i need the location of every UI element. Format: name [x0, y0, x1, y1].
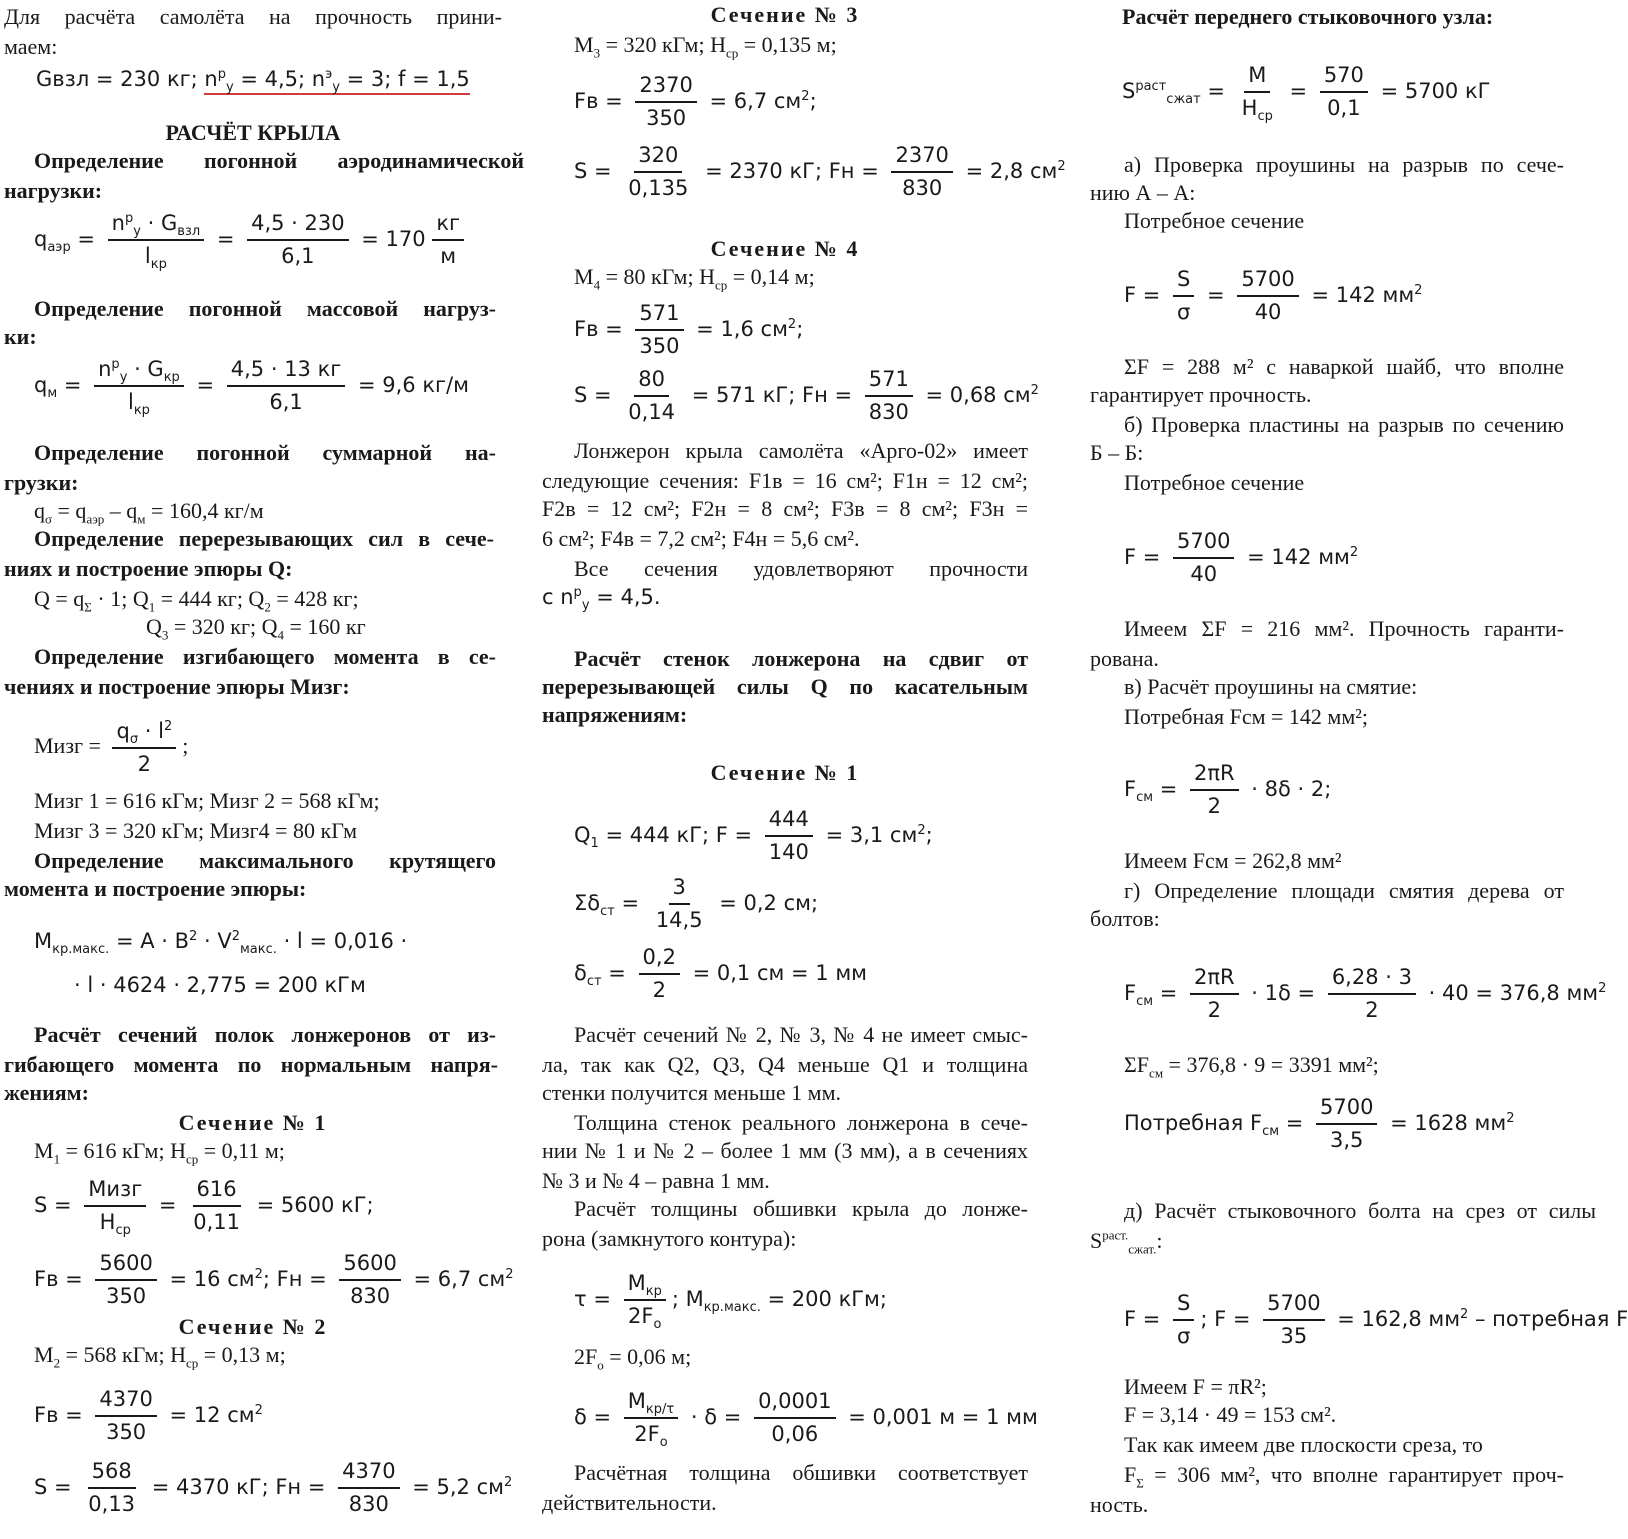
required-section-label-2: Потребное сечение	[1124, 470, 1305, 495]
shear-section-1-thickness: $\delta_{ст}$ = $\frac{0,2}{2}$ = 0,1 см = 1 мм	[574, 945, 868, 1002]
wood-bearing-text-2: болтов:	[1090, 906, 1160, 931]
sections-paragraph: Расчёт сечений № 2, № 3, № 4 не имеет смыс-	[574, 1022, 1028, 1047]
required-section-label: Потребное сечение	[1124, 208, 1305, 233]
sections-paragraph-3: стенки получится меньше 1 мм.	[542, 1080, 841, 1105]
wood-bearing-text: г) Определение площади смятия дерева от	[1124, 878, 1564, 903]
plate-result-text-2: рована.	[1090, 646, 1159, 671]
web-thickness-paragraph: Толщина стенок реального лонжерона в сече-	[574, 1110, 1028, 1135]
spar-paragraph-4: 6 см²; F4в = 7,2 см²; F4н = 5,6 см².	[542, 526, 860, 551]
skin-paragraph: Расчёт толщины обшивки крыла до лонже-	[574, 1196, 1028, 1221]
intro-text: Для расчёта самолёта на прочность прини-	[4, 4, 502, 29]
flange-heading-cont: гибающего момента по нормальным напря-	[4, 1052, 498, 1077]
conclusion-paragraph-2: действительности.	[542, 1490, 717, 1515]
sections-paragraph-2: ла, так как Q2, Q3, Q4 меньше Q1 и толщина	[542, 1052, 1028, 1077]
lug-result-text: ΣF = 288 м² с наваркой шайб, что вполне	[1124, 354, 1564, 379]
wing-heading: РАСЧЁТ КРЫЛА	[165, 120, 341, 145]
section-1-title: Сечение № 1	[178, 1110, 328, 1135]
section-4-force: S = $\frac{80}{0,14}$ = 571 кГ; Fн = $\frac{571}{830}$ = 0,68 $см^2$	[574, 367, 1039, 424]
web-thickness-paragraph-3: № 3 и № 4 – равна 1 мм.	[542, 1168, 770, 1193]
bearing-check-text: в) Расчёт проушины на смятие:	[1124, 674, 1418, 699]
spar-paragraph: Лонжерон крыла самолёта «Арго-02» имеет	[574, 438, 1028, 463]
section-3-area-top: Fв = $\frac{2370}{350}$ = 6,7 $см^2$;	[574, 73, 817, 130]
sum-load-heading: Определение погонной суммарной на-	[34, 440, 496, 465]
bending-values-1: Мизг 1 = 616 кГм; Мизг 2 = 568 кГм;	[34, 788, 380, 813]
section-1-force: S = Мизг $H_{ср}$ = $\frac{616}{0,11}$ = 5600 кГ;	[34, 1177, 374, 1239]
section-3-force: S = $\frac{320}{0,135}$ = 2370 кГ; Fн = $\frac{2370}{830}$ = 2,8 $см^2$	[574, 143, 1066, 200]
area-value: $2F_o = 0,06$ м;	[574, 1344, 692, 1373]
section-4-area-top: Fв = $\frac{571}{350}$ = 1,6 $см^2$;	[574, 301, 804, 358]
mass-load-heading: Определение погонной массовой нагруз-	[34, 296, 496, 321]
strength-paragraph-2: с $n^p_y = 4,5$.	[542, 585, 661, 614]
two-planes-text-2: $F_\Sigma = 306$ мм², что вполне гарантирует проч-	[1124, 1462, 1564, 1491]
web-shear-heading-3: напряжениям:	[542, 702, 688, 727]
aero-load-heading: Определение погонной аэродинамической	[34, 148, 524, 173]
plate-check-text: б) Проверка пластины на разрыв по сечению	[1124, 412, 1564, 437]
bolt-shear-text-2: $S^{раст.}_{сжат.}$:	[1090, 1227, 1163, 1257]
wood-bearing-formula: $F_{см}$ = $\frac{2\pi R}{2}$ · 1δ = $\frac{6,28 \cdot 3}{2}$ · 40 = 376,8 $мм^2$	[1124, 965, 1607, 1022]
joint-force-formula: $S^{раст}_{сжат}$ = M $H_{ср}$ = $\frac{570}{0,1}$ = 5700 кГ	[1122, 63, 1491, 125]
shear-values-2: $Q_3 = 320$ кг; $Q_4 = 160$ кг	[146, 614, 366, 643]
shear-section-1-sum: $\Sigma\delta_{ст}$ = $\frac{3}{14,5}$ = 0,2 см;	[574, 875, 819, 932]
section-1-moment: $M_1 = 616$ кГм; $H_{ср} = 0,11$ м;	[34, 1138, 285, 1167]
section-4-moment: $M_4 = 80$ кГм; $H_{ср} = 0,14$ м;	[574, 264, 815, 293]
section-4-title: Сечение № 4	[710, 236, 860, 261]
web-thickness-paragraph-2: нии № 1 и № 2 – более 1 мм (3 мм), а в сечениях	[542, 1138, 1028, 1163]
mass-load-formula: $q_м$ = $n^p_y \cdot G_{кр}$ $l_{кр}$ = 4,5 · 13 кг 6,1 = 9,6 кг/м	[34, 357, 469, 419]
shear-section-1-title: Сечение № 1	[710, 760, 860, 785]
section-3-title: Сечение № 3	[710, 2, 860, 27]
conclusion-paragraph: Расчётная толщина обшивки соответствует	[574, 1460, 1028, 1485]
web-shear-heading-2: перерезывающей силы Q по касательным	[542, 674, 1028, 699]
torque-heading-cont: момента и построение эпюры:	[4, 876, 307, 901]
bending-moment-heading-cont: чениях и построение эпюры Мизг:	[4, 674, 350, 699]
section-2-title: Сечение № 2	[178, 1314, 328, 1339]
required-bearing-formula: Потребная $F_{см}$ = $\frac{5700}{3,5}$ = 1628 $мм^2$	[1124, 1095, 1515, 1152]
spar-paragraph-3: F2в = 12 см²; F2н = 8 см²; F3в = 8 см²; F3н =	[542, 496, 1028, 521]
shear-values-1: $Q = q_\Sigma \cdot 1$; $Q_1 = 444$ кг; $Q_2 = 428$ кг;	[34, 586, 359, 615]
bending-moment-formula: Мизг = $\frac{q_\sigma \cdot l^2}{2}$ ;	[34, 719, 189, 776]
torque-formula-1: $M_{кр.макс.} = A \cdot B^2 \cdot V^2_{макс.} \cdot l = 0,016$ ·	[34, 929, 408, 958]
shear-force-heading: Определение перерезывающих сил в сече-	[34, 526, 494, 551]
aero-load-formula: $q_{аэр}$ = $n^p_y \cdot G_{взл}$ $l_{кр}$ = $\frac{4,5 \cdot 230}{6,1}$ = 170 кг м	[34, 210, 470, 270]
skin-thickness-formula: δ = $M_{кр/\tau}$ $2F_o$ · δ = $\frac{0,0001}{0,06}$ = 0,001 м = 1 мм	[574, 1389, 1038, 1451]
skin-paragraph-2: рона (замкнутого контура):	[542, 1226, 797, 1251]
shear-section-1-q: $Q_1 = 444$ кГ; F = $\frac{444}{140}$ = 3,1 $см^2$;	[574, 807, 933, 864]
lug-check-text: а) Проверка проушины на разрыв по сече-	[1124, 152, 1564, 177]
flange-heading-cont-2: жениям:	[4, 1080, 89, 1105]
section-2-force: S = $\frac{568}{0,13}$ = 4370 кГ; Fн = $\frac{4370}{830}$ = 5,2 $см^2$	[34, 1459, 513, 1516]
plate-area-formula: F = $\frac{5700}{40}$ = 142 $мм^2$	[1124, 529, 1359, 586]
intro-text-cont: маем:	[4, 34, 58, 59]
lug-result-text-2: гарантирует прочность.	[1090, 382, 1312, 407]
plate-check-text-2: Б – Б:	[1090, 440, 1144, 465]
torque-heading: Определение максимального крутящего	[34, 848, 496, 873]
bolt-area-formula: F = $\frac{S}{\sigma}$ ; F = $\frac{5700}{35}$ = 162,8 $мм^2$ – потребная F	[1124, 1291, 1628, 1348]
two-planes-text-3: ность.	[1090, 1492, 1149, 1517]
bearing-required-text: Потребная Fсм = 142 мм²;	[1124, 704, 1368, 729]
lug-check-text-2: нию А – А:	[1090, 180, 1196, 205]
section-3-moment: $M_3 = 320$ кГм; $H_{ср} = 0,135$ м;	[574, 32, 837, 61]
lug-area-formula: F = $\frac{S}{\sigma}$ = $\frac{5700}{40}$ = 142 $мм^2$	[1124, 267, 1423, 324]
spar-paragraph-2: следующие сечения: F1в = 16 см²; F1н = 12 см²;	[542, 468, 1028, 493]
web-shear-heading: Расчёт стенок лонжерона на сдвиг от	[574, 646, 1028, 671]
shear-force-heading-cont: ниях и построение эпюры Q:	[4, 556, 293, 581]
total-bearing-area: $\Sigma F_{см} = 376,8 \cdot 9 = 3391$ мм²;	[1124, 1052, 1379, 1081]
torque-formula-2: · l · 4624 · 2,775 = 200 кГм	[74, 973, 366, 997]
bending-moment-heading: Определение изгибающего момента в се-	[34, 644, 496, 669]
bolt-area-calc: F = 3,14 · 49 = 153 см².	[1124, 1402, 1337, 1427]
mass-load-heading-cont: ки:	[4, 324, 37, 349]
bending-values-2: Мизг 3 = 320 кГм; Мизг4 = 80 кГм	[34, 818, 358, 843]
section-2-moment: $M_2 = 568$ кГм; $H_{ср} = 0,13$ м;	[34, 1342, 286, 1371]
flange-heading: Расчёт сечений полок лонжеронов от из-	[34, 1022, 496, 1047]
bearing-result-text: Имеем Fсм = 262,8 мм²	[1124, 848, 1342, 873]
section-1-area: Fв = $\frac{5600}{350}$ = 16 $см^2$; Fн = $\frac{5600}{830}$ = 6,7 $см^2$	[34, 1251, 514, 1308]
strength-paragraph: Все сечения удовлетворяют прочности	[574, 556, 1028, 581]
bearing-formula: $F_{см}$ = $\frac{2\pi R}{2}$ · 8δ · 2;	[1124, 761, 1332, 818]
sum-load-heading-cont: грузки:	[4, 470, 79, 495]
section-2-area-top: Fв = $\frac{4370}{350}$ = 12 $см^2$	[34, 1387, 263, 1444]
sum-load-formula: $q_\sigma = q_{аэр} - q_м = 160,4$ кг/м	[34, 498, 264, 527]
plate-result-text: Имеем ΣF = 216 мм². Прочность гаранти-	[1124, 616, 1564, 641]
bolt-shear-text: д) Расчёт стыковочного болта на срез от силы	[1124, 1198, 1596, 1223]
aero-load-heading-cont: нагрузки:	[4, 178, 103, 203]
bolt-area-have: Имеем F = πR²;	[1124, 1374, 1267, 1399]
given-values: Gвзл = 230 кг; $n^p_y = 4,5$; $n^э_y = 3$; f = 1,5	[36, 67, 470, 96]
joint-heading: Расчёт переднего стыковочного узла:	[1122, 4, 1494, 29]
two-planes-text: Так как имеем две плоскости среза, то	[1124, 1432, 1483, 1457]
tau-formula: τ = $M_{кр}$ $2F_o$ ; $M_{кр.макс.} = 200$ кГм;	[574, 1271, 887, 1333]
